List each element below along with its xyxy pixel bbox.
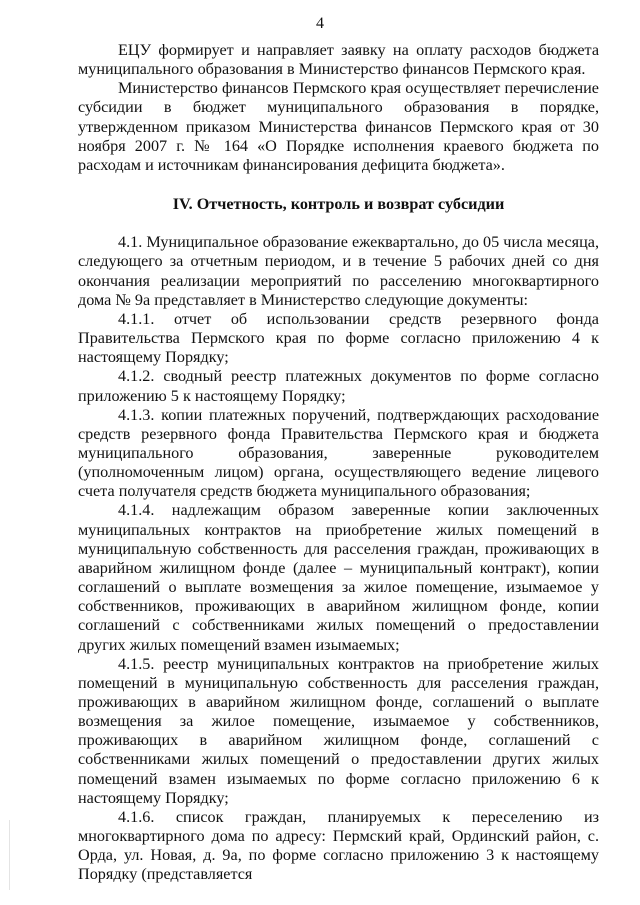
paragraph-4-1-5: 4.1.5. реестр муниципальных контрактов на приобретение жилых помещений в муниципальную собственность для расселения граждан, проживающих в аварийном жилищном фонде, соглашений о выплате возмещения за жилое помещение, изымаемое у собственников, проживающих в аварийном жилищном фонде, соглашений с собственниками жилых помещений о предоставлении других жилых помещений взамен изымаемых по форме согласно приложению 6 к настоящему Порядку; (78, 654, 599, 807)
paragraph-4-1-4: 4.1.4. надлежащим образом заверенные копии заключенных муниципальных контрактов на приобретение жилых помещений в муниципальную собственность для расселения граждан, проживающих в аварийном жилищном фонде (далее – муниципальный контракт), копии соглашений о выплате возмещения за жилое помещение, изымаемое у собственников, проживающих в аварийном жилищном фонде, копии соглашений с собственниками жилых помещений о предоставлении других жилых помещений взамен изымаемых; (78, 501, 599, 654)
paragraph-4-1-2: 4.1.2. сводный реестр платежных документов по форме согласно приложению 5 к настоящему Порядку; (78, 367, 599, 405)
paragraph-4-1: 4.1. Муниципальное образование ежеквартально, до 05 числа месяца, следующего за отчетным периодом, и в течение 5 рабочих дней со дня окончания реализации мероприятий по расселению многоквартирного дома № 9а представляет в Министерство следующие документы: (78, 233, 599, 309)
paragraph-4-1-1: 4.1.1. отчет об использовании средств резервного фонда Правительства Пермского края по форме согласно приложению 4 к настоящему Порядку; (78, 309, 599, 367)
page-number: 4 (316, 15, 324, 32)
paragraph-4-1-6: 4.1.6. список граждан, планируемых к переселению из многоквартирного дома по адресу: Пермский край, Ординский район, с. Орда, ул. Новая, д. 9а, по форме согласно приложению 3 к настоящему Порядку (представляется (78, 807, 599, 884)
paragraph-4-1-3: 4.1.3. копии платежных поручений, подтверждающих расходование средств резервного фонда Правительства Пермского края и бюджета муниципального образования, заверенные руководителем (уполномоченным лицом) органа, осуществляющего ведение лицевого счета получателя средств бюджета муниципального образования; (78, 405, 599, 501)
section-heading: IV. Отчетность, контроль и возврат субсидии (172, 195, 505, 214)
paragraph-ecu-request: ЕЦУ формирует и направляет заявку на оплату расходов бюджета муниципального образования в Министерство финансов Пермского края. (78, 41, 599, 79)
scan-margin-line (9, 820, 10, 890)
paragraph-ministry-transfer: Министерство финансов Пермского края осуществляет перечисление субсидии в бюджет муниципального образования в порядке, утвержденном приказом Министерства финансов Пермского края от 30 ноября 2007 г. № 164 «О Порядке исполнения краевого бюджета по расходам и источникам финансирования дефицита бюджета». (78, 79, 599, 174)
document-body (78, 41, 599, 885)
